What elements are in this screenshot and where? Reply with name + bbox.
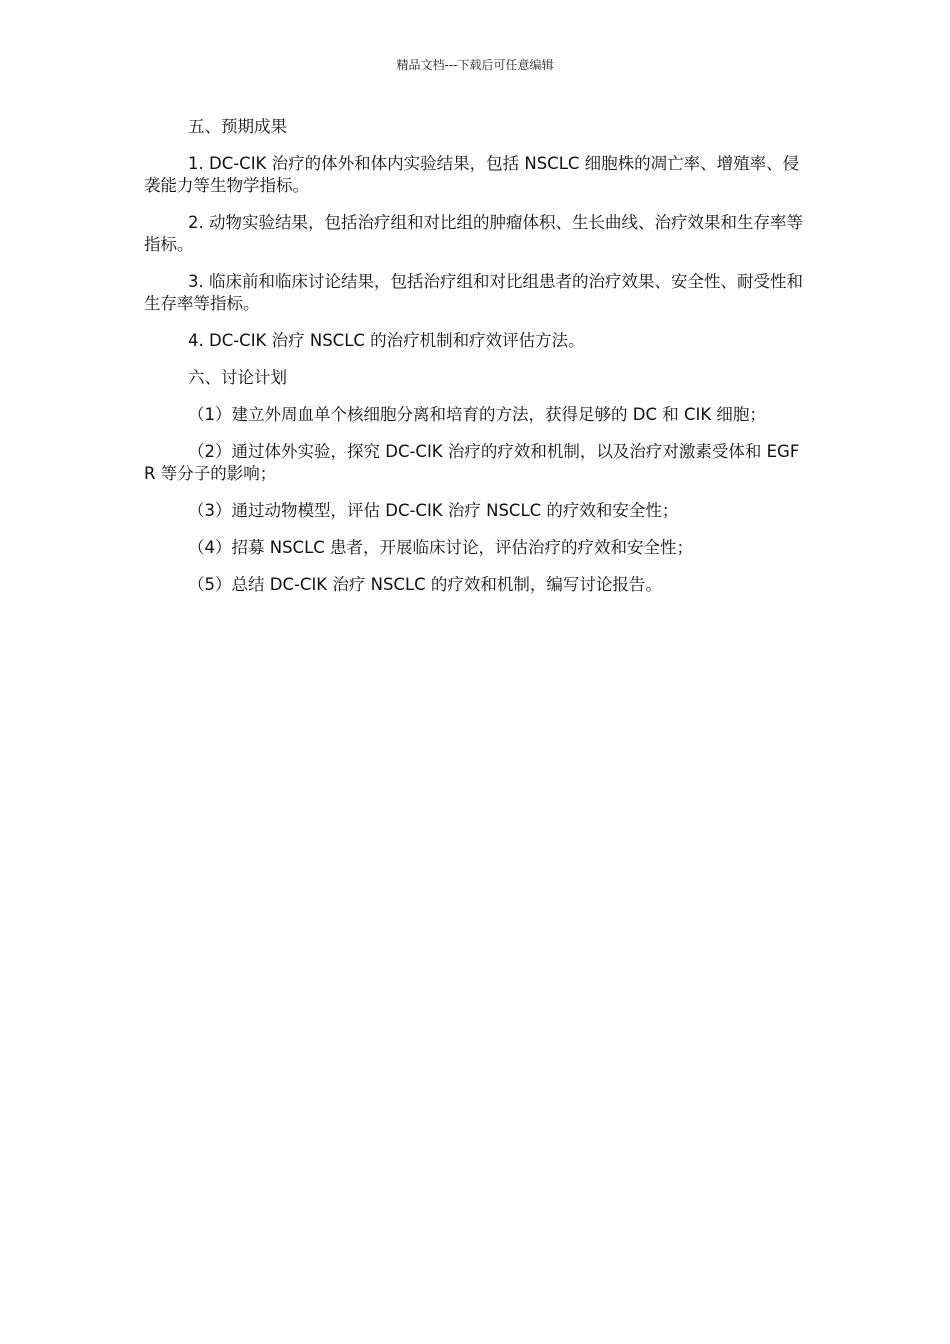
paragraph-expected-result-4: 4. DC-CIK 治疗 NSCLC 的治疗机制和疗效评估方法。 [188,331,585,350]
paragraph-plan-step-1: （1）建立外周血单个核细胞分离和培育的方法，获得足够的 DC 和 CIK 细胞； [188,405,766,424]
paragraph-plan-step-5: （5）总结 DC-CIK 治疗 NSCLC 的疗效和机制，编写讨论报告。 [188,575,662,594]
paragraph-plan-step-4: （4）招募 NSCLC 患者，开展临床讨论，评估治疗的疗效和安全性； [188,538,694,557]
paragraph-plan-step-3: （3）通过动物模型，评估 DC-CIK 治疗 NSCLC 的疗效和安全性； [188,501,679,520]
section-heading-expected-results: 五、预期成果 [188,117,287,136]
paragraph-expected-result-1: 1. DC-CIK 治疗的体外和体内实验结果，包括 NSCLC 细胞株的凋亡率、增殖率、侵袭能力等生物学指标。 [144,154,800,195]
paragraph-expected-result-2: 2. 动物实验结果，包括治疗组和对比组的肿瘤体积、生长曲线、治疗效果和生存率等指标。 [144,213,803,254]
page-header: 精品文档---下载后可任意编辑 [396,58,554,72]
paragraph-plan-step-2: （2）通过体外实验，探究 DC-CIK 治疗的疗效和机制，以及治疗对激素受体和 EGFR 等分子的影响； [144,442,800,483]
paragraph-expected-result-3: 3. 临床前和临床讨论结果，包括治疗组和对比组患者的治疗效果、安全性、耐受性和生存率等指标。 [144,272,803,313]
document-body [144,116,808,611]
section-heading-research-plan: 六、讨论计划 [188,368,287,387]
